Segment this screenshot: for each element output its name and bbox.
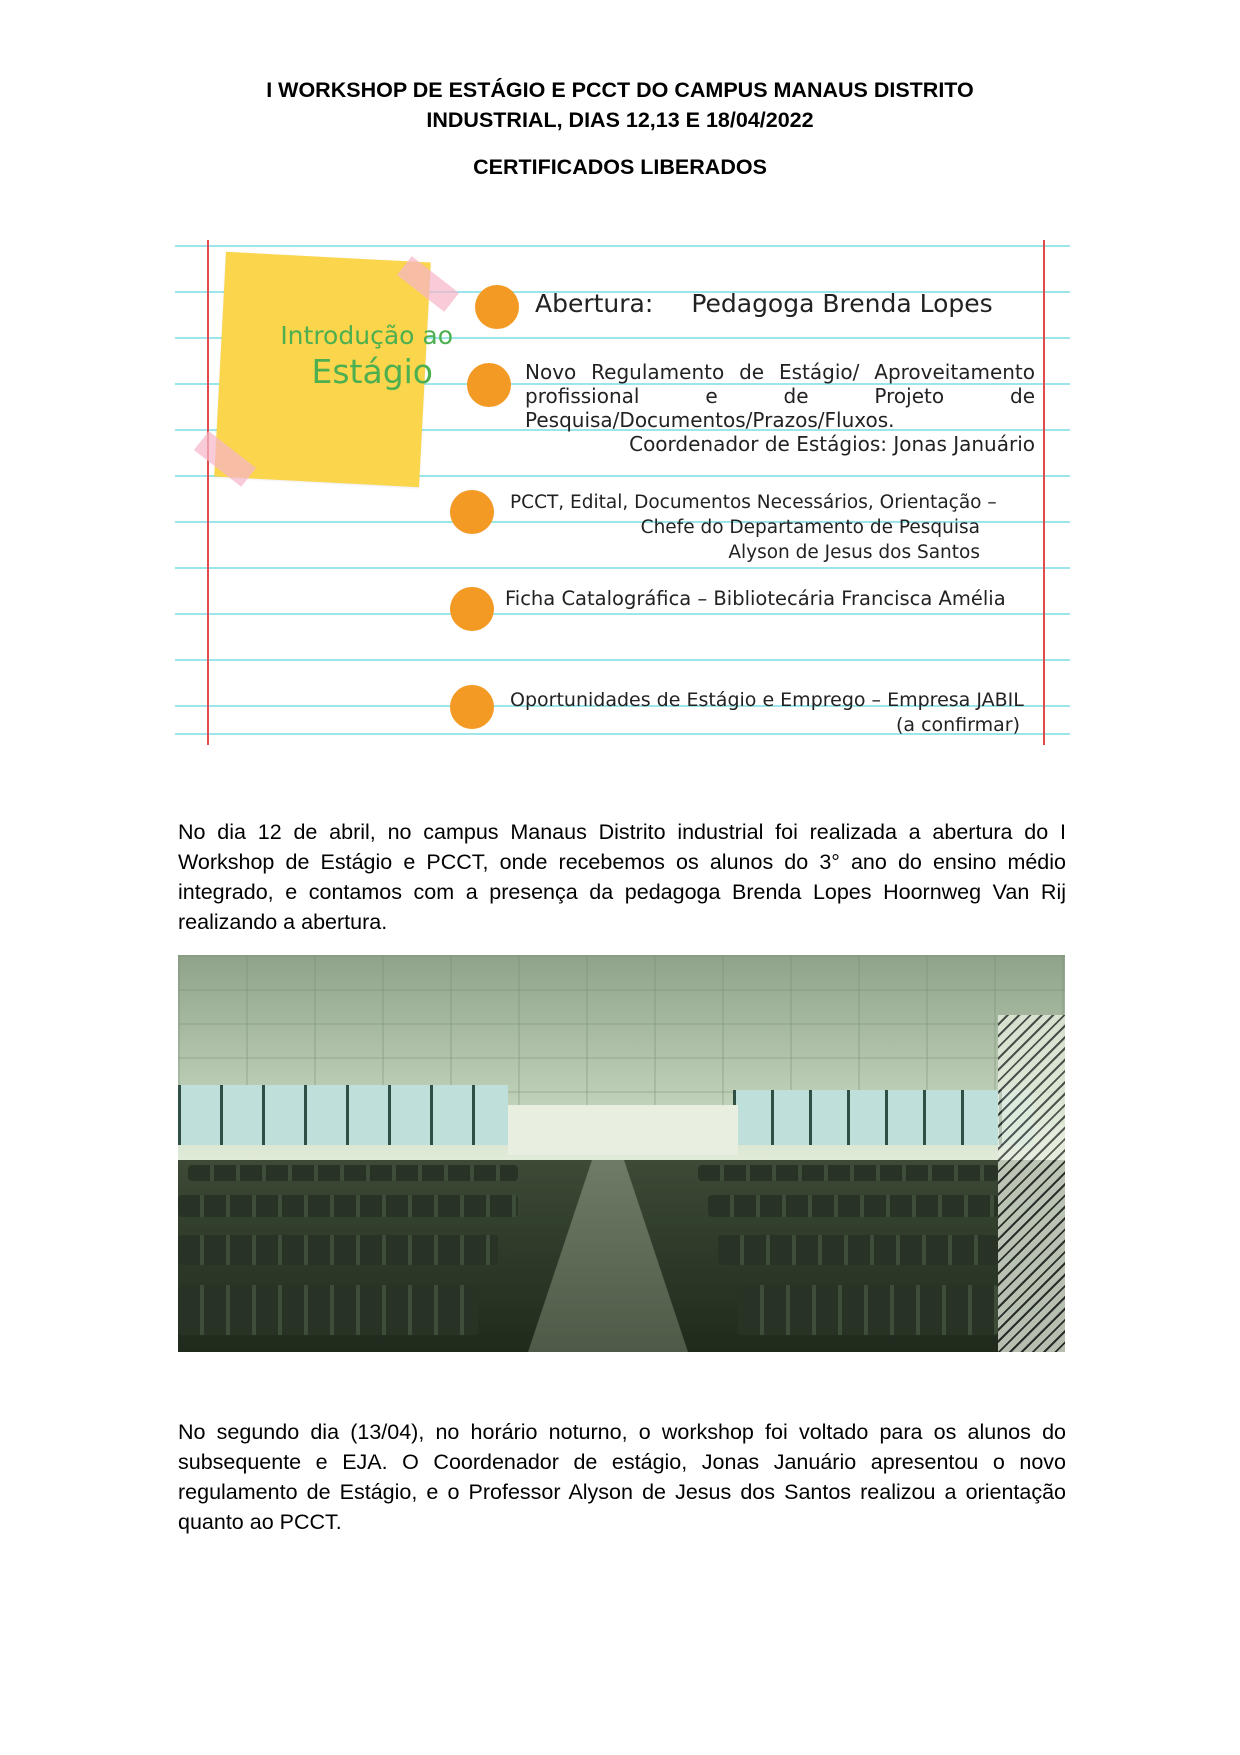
photo-seat-row: [708, 1195, 998, 1217]
paragraph-day2: No segundo dia (13/04), no horário noturno, o workshop foi voltado para os alunos do subsequente e EJA. O Coordenador de estágio, Jonas Januário apresentou o novo regulamento de Estágio, e o Professor Alyson de Jesus dos Santos realizou a orientação quanto ao PCCT.: [178, 1420, 1066, 1534]
agenda-item-abertura: [535, 288, 993, 320]
agenda-line: Chefe do Departamento de Pesquisa: [640, 517, 980, 538]
agenda-line: Oportunidades de Estágio e Emprego – Empresa JABIL: [510, 689, 1024, 711]
bullet-dot-icon: [450, 685, 494, 729]
photo-seat-row: [698, 1165, 998, 1181]
sticky-note-title: [223, 320, 453, 392]
notebook-rule: [175, 613, 1070, 615]
agenda-item-ficha: [505, 587, 1006, 611]
photo-seat-row: [188, 1165, 518, 1181]
agenda-line: Coordenador de Estágios: Jonas Januário: [629, 432, 1035, 456]
agenda-label: Abertura:: [535, 289, 654, 318]
sticky-title-line1: Introdução ao: [280, 321, 453, 350]
bullet-dot-icon: [450, 490, 494, 534]
agenda-line: Alyson de Jesus dos Santos: [728, 542, 980, 563]
photo-seat-row: [718, 1235, 998, 1265]
agenda-line: Novo Regulamento de Estágio/ Aproveitamento: [525, 360, 1035, 384]
document-title-line2: INDUSTRIAL, DIAS 12,13 E 18/04/2022: [426, 108, 814, 132]
photo-windows: [733, 1090, 1033, 1145]
agenda-item-pcct: [510, 490, 1010, 565]
agenda-line: Pesquisa/Documentos/Prazos/Fluxos.: [525, 408, 895, 432]
notebook-rule: [175, 245, 1070, 247]
agenda-line: (a confirmar): [895, 714, 1020, 736]
document-title-line1: I WORKSHOP DE ESTÁGIO E PCCT DO CAMPUS MANAUS DISTRITO: [266, 78, 974, 102]
photo-stage-wall: [508, 1105, 738, 1155]
notebook-rule: [175, 659, 1070, 661]
photo-wall-mural: [998, 1015, 1065, 1352]
agenda-line: PCCT, Edital, Documentos Necessários, Orientação –: [510, 492, 997, 513]
agenda-item-regulamento: [525, 360, 1035, 456]
agenda-line: profissional e de Projeto de: [525, 384, 1035, 408]
sticky-title-line2: Estágio: [311, 352, 433, 391]
agenda-item-oportunidades: [510, 688, 1042, 738]
notebook-margin-line: [207, 240, 209, 745]
notebook-margin-line: [1043, 240, 1045, 745]
photo-windows: [178, 1085, 508, 1145]
agenda-speaker: Pedagoga Brenda Lopes: [691, 289, 993, 318]
bullet-dot-icon: [475, 285, 519, 329]
notebook-rule: [175, 567, 1070, 569]
paragraph-day1: No dia 12 de abril, no campus Manaus Distrito industrial foi realizada a abertura do I Workshop de Estágio e PCCT, onde recebemos os alunos do 3° ano do ensino médio integrado, e contamos com a presença da pedagoga Brenda Lopes Hoornweg Van Rij realizando a abertura.: [178, 820, 1066, 934]
photo-seat-row: [178, 1195, 518, 1217]
auditorium-photo: [178, 955, 1065, 1352]
photo-seat-row: [738, 1285, 998, 1335]
document-subtitle: CERTIFICADOS LIBERADOS: [473, 155, 767, 179]
bullet-dot-icon: [450, 587, 494, 631]
workshop-agenda-graphic: [175, 245, 1070, 750]
photo-seat-row: [178, 1235, 498, 1265]
bullet-dot-icon: [467, 363, 511, 407]
photo-seat-row: [178, 1285, 478, 1335]
agenda-line: Ficha Catalográfica – Bibliotecária Francisca Amélia: [505, 587, 1006, 610]
